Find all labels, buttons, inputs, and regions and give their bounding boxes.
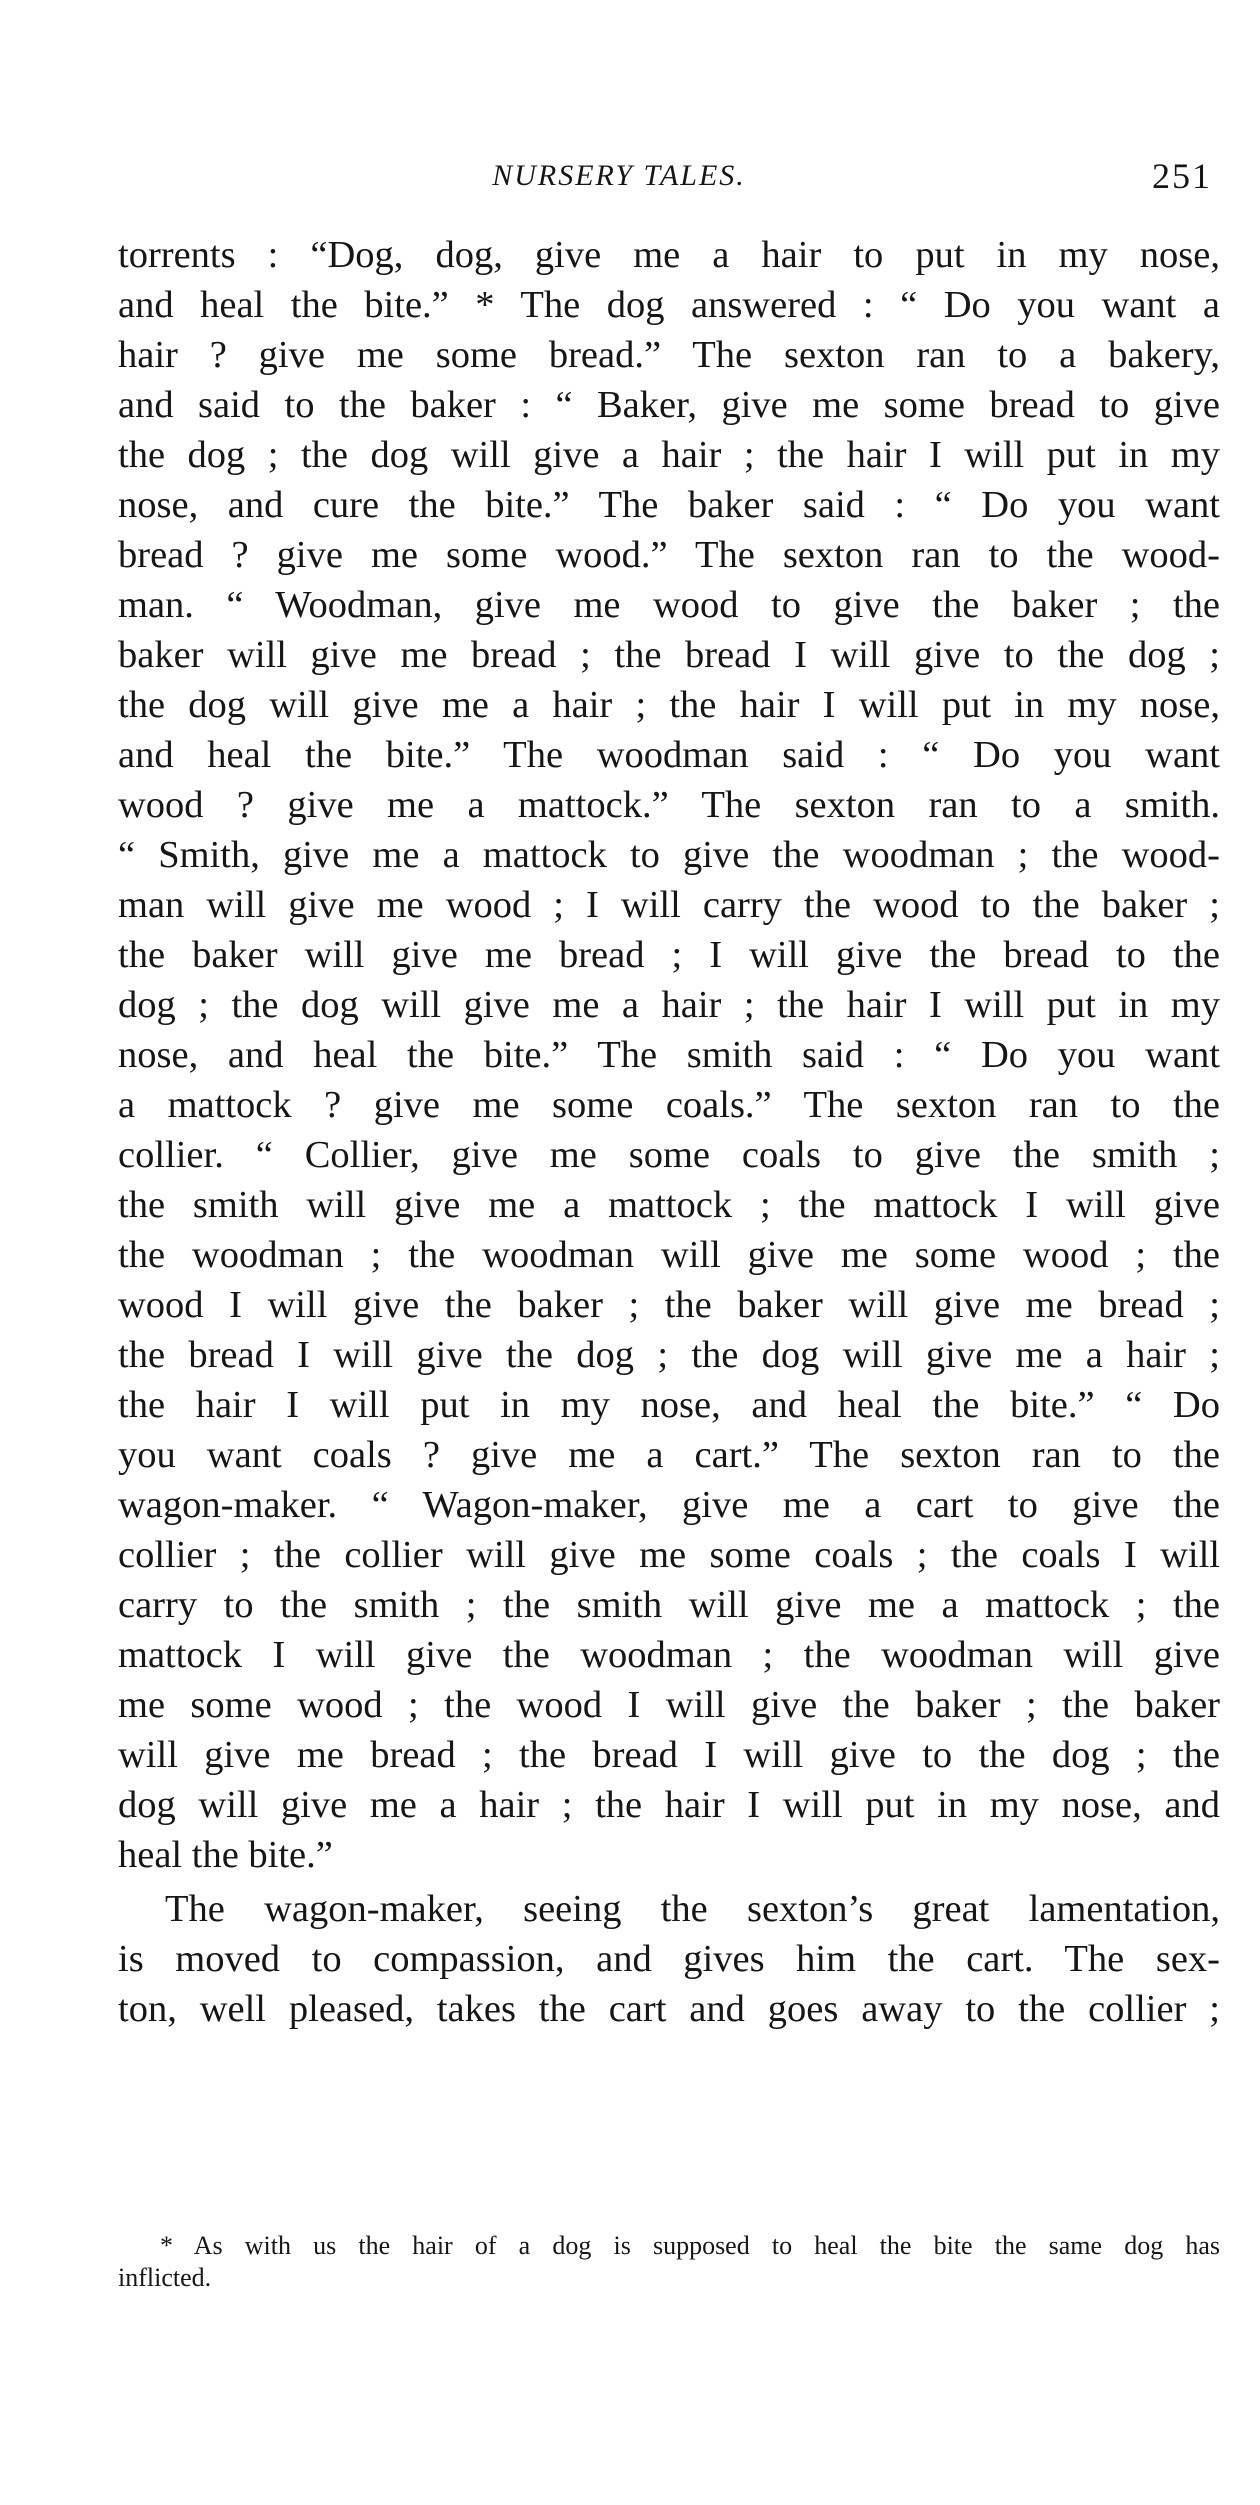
text-line: wagon-maker. “ Wagon-maker, give me a cart to give the (118, 1484, 1220, 1526)
text-line: dog ; the dog will give me a hair ; the hair I will put in my (118, 984, 1220, 1026)
text-line: the hair I will put in my nose, and heal the bite.” “ Do (118, 1384, 1220, 1426)
text-line: the dog ; the dog will give a hair ; the hair I will put in my (118, 434, 1220, 476)
text-line: torrents : “Dog, dog, give me a hair to put in my nose, (118, 234, 1220, 276)
text-line: the smith will give me a mattock ; the mattock I will give (118, 1184, 1220, 1226)
text-line: collier ; the collier will give me some coals ; the coals I will (118, 1534, 1220, 1576)
text-line: mattock I will give the woodman ; the woodman will give (118, 1634, 1220, 1676)
text-line: bread ? give me some wood.” The sexton ran to the wood- (118, 534, 1220, 576)
text-line: dog will give me a hair ; the hair I will put in my nose, and (118, 1784, 1220, 1826)
text-line: is moved to compassion, and gives him the cart. The sex- (118, 1938, 1220, 1980)
text-line: the bread I will give the dog ; the dog will give me a hair ; (118, 1334, 1220, 1376)
text-line: man will give me wood ; I will carry the wood to the baker ; (118, 884, 1220, 926)
page-number: 251 (1152, 156, 1212, 196)
text-line: man. “ Woodman, give me wood to give the baker ; the (118, 584, 1220, 626)
paragraph (118, 230, 1220, 1880)
text-line: “ Smith, give me a mattock to give the woodman ; the wood- (118, 834, 1220, 876)
text-line: the woodman ; the woodman will give me some wood ; the (118, 1234, 1220, 1276)
text-line: a mattock ? give me some coals.” The sexton ran to the (118, 1084, 1220, 1126)
text-line: nose, and heal the bite.” The smith said : “ Do you want (118, 1034, 1220, 1076)
paragraph (118, 1884, 1220, 2034)
footnote (118, 2230, 1220, 2294)
text-line: heal the bite.” (118, 1834, 333, 1876)
text-line: collier. “ Collier, give me some coals to give the smith ; (118, 1134, 1220, 1176)
page-header (0, 156, 1260, 196)
text-line: nose, and cure the bite.” The baker said : “ Do you want (118, 484, 1220, 526)
text-line: you want coals ? give me a cart.” The sexton ran to the (118, 1434, 1220, 1476)
text-line: and heal the bite.” The woodman said : “ Do you want (118, 734, 1220, 776)
text-line: wood ? give me a mattock.” The sexton ran to a smith. (118, 784, 1220, 826)
text-line: the dog will give me a hair ; the hair I will put in my nose, (118, 684, 1220, 726)
text-line: and said to the baker : “ Baker, give me some bread to give (118, 384, 1220, 426)
text-line: and heal the bite.” * The dog answered : “ Do you want a (118, 284, 1220, 326)
text-line: wood I will give the baker ; the baker will give me bread ; (118, 1284, 1220, 1326)
text-line: will give me bread ; the bread I will give to the dog ; the (118, 1734, 1220, 1776)
text-line: The wagon-maker, seeing the sexton’s great lamentation, (165, 1888, 1220, 1930)
text-line: carry to the smith ; the smith will give me a mattock ; the (118, 1584, 1220, 1626)
text-line: me some wood ; the wood I will give the baker ; the baker (118, 1684, 1220, 1726)
running-title: NURSERY TALES. (492, 159, 746, 192)
footnote-line: inflicted. (118, 2263, 212, 2292)
text-line: baker will give me bread ; the bread I will give to the dog ; (118, 634, 1220, 676)
text-line: hair ? give me some bread.” The sexton ran to a bakery, (118, 334, 1220, 376)
text-line: the baker will give me bread ; I will give the bread to the (118, 934, 1220, 976)
text-line: ton, well pleased, takes the cart and goes away to the collier ; (118, 1988, 1220, 2030)
body-text (118, 230, 1220, 2034)
footnote-line: * As with us the hair of a dog is supposed to heal the bite the same dog has (160, 2231, 1220, 2260)
